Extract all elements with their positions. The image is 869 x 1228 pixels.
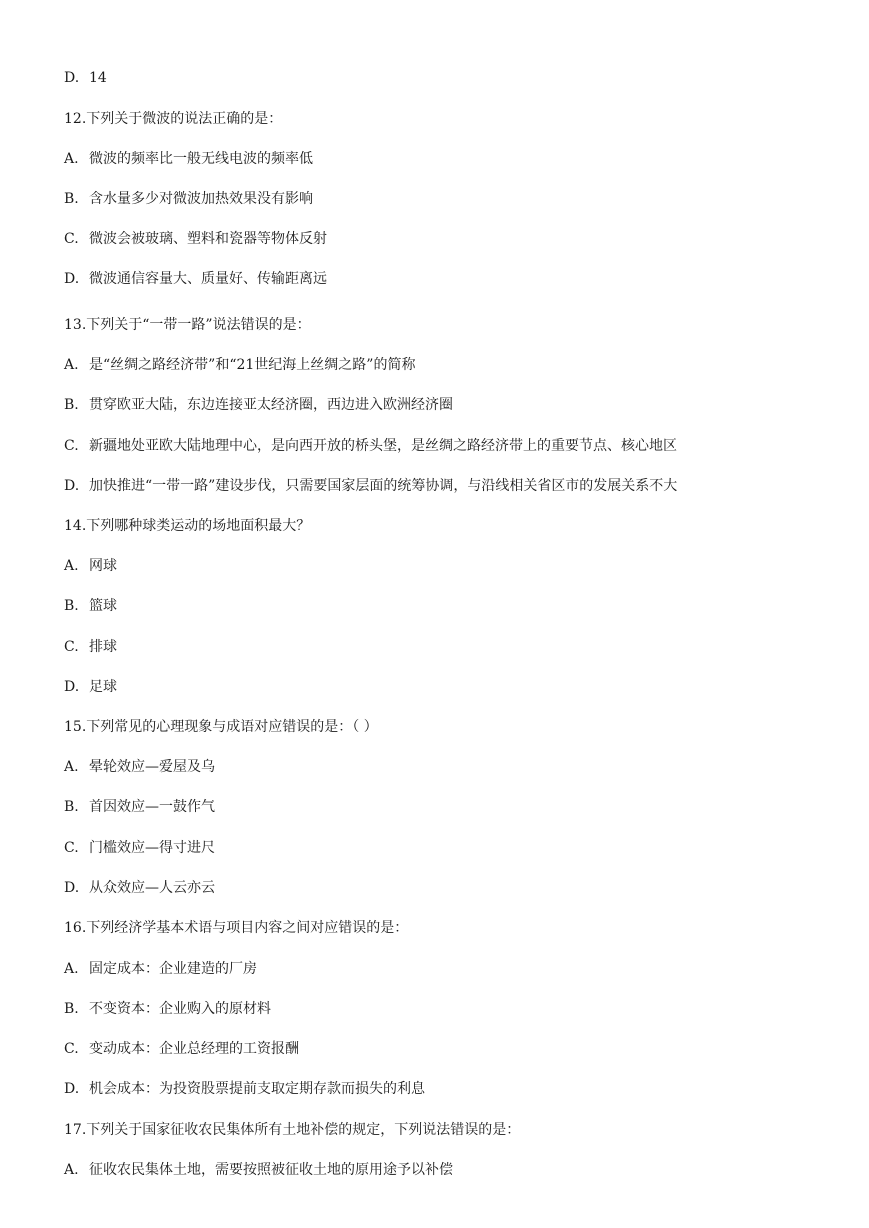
option-letter: D. <box>64 70 80 86</box>
option-letter: C. <box>64 231 79 247</box>
option-text: 微波的频率比一般无线电波的频率低 <box>89 151 313 167</box>
option-line <box>64 798 215 816</box>
option-text: 网球 <box>89 558 117 574</box>
option-letter: C. <box>64 840 79 856</box>
option-text: 加快推进“一带一路”建设步伐，只需要国家层面的统筹协调，与沿线相关省区市的发展关系不大 <box>89 478 678 494</box>
question-line: 15.下列常见的心理现象与成语对应错误的是：（ ） <box>64 719 378 735</box>
option-letter: B. <box>64 397 79 413</box>
option-line <box>64 597 117 615</box>
option-line <box>64 396 453 414</box>
option-line <box>64 1161 453 1179</box>
option-text: 征收农民集体土地，需要按照被征收土地的原用途予以补偿 <box>89 1162 453 1178</box>
question-line: 16.下列经济学基本术语与项目内容之间对应错误的是： <box>64 920 409 936</box>
option-line <box>64 638 117 656</box>
option-letter: A. <box>64 1162 79 1178</box>
option-text: 贯穿欧亚大陆，东边连接亚太经济圈，西边进入欧洲经济圈 <box>89 397 453 413</box>
option-text: 是“丝绸之路经济带”和“21世纪海上丝绸之路”的简称 <box>89 357 416 373</box>
option-text: 门槛效应—得寸进尺 <box>89 840 215 856</box>
option-text: 首因效应—一鼓作气 <box>89 799 215 815</box>
option-line <box>64 960 257 978</box>
option-line <box>64 678 117 696</box>
option-letter: B. <box>64 1001 79 1017</box>
option-letter: C. <box>64 639 79 655</box>
option-text: 变动成本：企业总经理的工资报酬 <box>89 1041 299 1057</box>
option-letter: D. <box>64 679 80 695</box>
option-letter: C. <box>64 438 79 454</box>
option-text: 足球 <box>89 679 117 695</box>
option-letter: D. <box>64 271 80 287</box>
option-letter: A. <box>64 558 79 574</box>
option-line <box>64 69 107 87</box>
option-line <box>64 1040 299 1058</box>
option-letter: A. <box>64 759 79 775</box>
question-line: 17.下列关于国家征收农民集体所有土地补偿的规定，下列说法错误的是： <box>64 1122 521 1138</box>
option-line <box>64 270 327 288</box>
option-text: 机会成本：为投资股票提前支取定期存款而损失的利息 <box>89 1081 425 1097</box>
option-text: 含水量多少对微波加热效果没有影响 <box>89 191 313 207</box>
option-line <box>64 437 677 455</box>
option-line <box>64 879 215 897</box>
option-text: 14 <box>89 70 107 86</box>
option-letter: B. <box>64 799 79 815</box>
option-text: 不变资本：企业购入的原材料 <box>89 1001 271 1017</box>
option-letter: A. <box>64 961 79 977</box>
option-letter: A. <box>64 357 79 373</box>
option-line <box>64 190 313 208</box>
option-line <box>64 230 327 248</box>
option-text: 固定成本：企业建造的厂房 <box>89 961 257 977</box>
option-letter: B. <box>64 191 79 207</box>
option-text: 微波通信容量大、质量好、传输距离远 <box>89 271 327 287</box>
question-line: 13.下列关于“一带一路”说法错误的是： <box>64 317 311 333</box>
option-line <box>64 758 215 776</box>
question-line: 14.下列哪种球类运动的场地面积最大？ <box>64 518 311 534</box>
option-letter: C. <box>64 1041 79 1057</box>
option-letter: A. <box>64 151 79 167</box>
option-text: 篮球 <box>89 598 117 614</box>
option-line <box>64 557 117 575</box>
option-line <box>64 477 677 495</box>
option-text: 晕轮效应—爱屋及乌 <box>89 759 215 775</box>
option-line <box>64 356 415 374</box>
option-text: 从众效应—人云亦云 <box>89 880 215 896</box>
option-line <box>64 1080 425 1098</box>
option-line <box>64 150 313 168</box>
option-line <box>64 839 215 857</box>
option-line <box>64 1000 271 1018</box>
option-text: 排球 <box>89 639 117 655</box>
option-text: 新疆地处亚欧大陆地理中心，是向西开放的桥头堡，是丝绸之路经济带上的重要节点、核心地区 <box>89 438 677 454</box>
option-letter: D. <box>64 1081 80 1097</box>
question-line: 12.下列关于微波的说法正确的是： <box>64 111 283 127</box>
option-text: 微波会被玻璃、塑料和瓷器等物体反射 <box>89 231 327 247</box>
option-letter: B. <box>64 598 79 614</box>
option-letter: D. <box>64 478 80 494</box>
option-letter: D. <box>64 880 80 896</box>
